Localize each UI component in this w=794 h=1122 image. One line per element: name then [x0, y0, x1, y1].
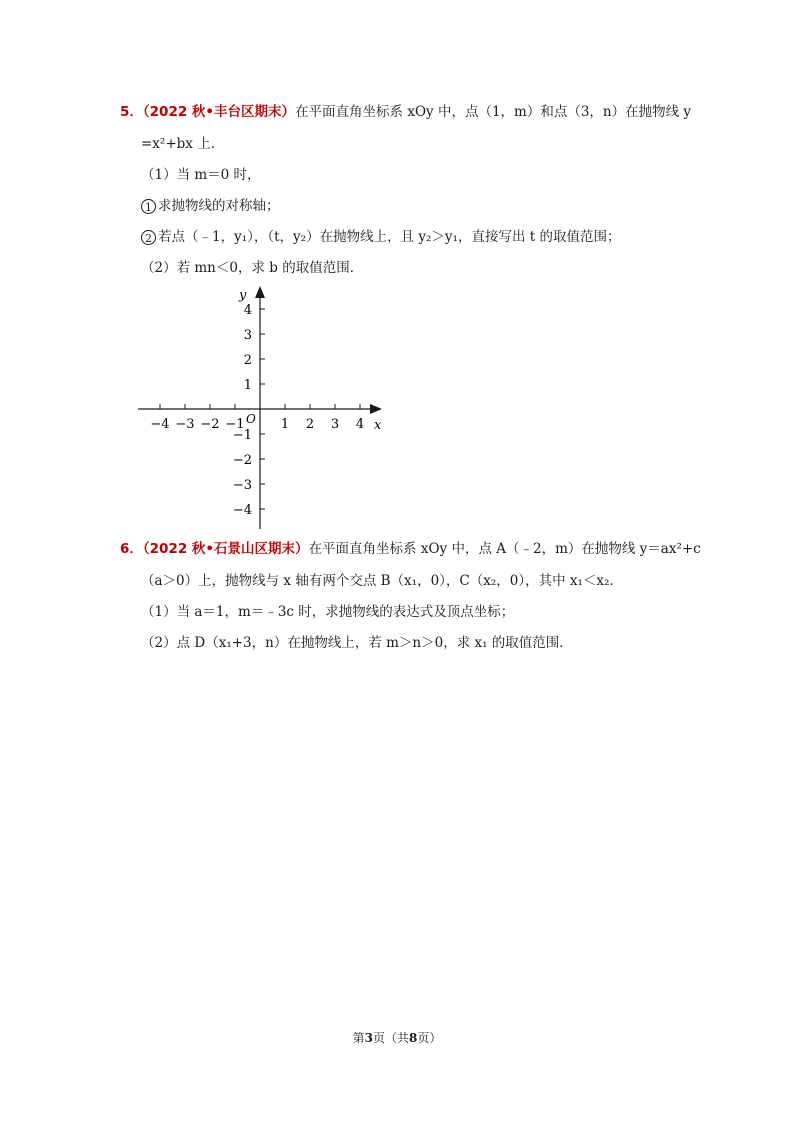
y-tick-label: 3 — [243, 328, 252, 343]
x-tick-label: 3 — [330, 417, 340, 432]
circled-number-1: 1 — [141, 199, 156, 214]
q5-part1: （1）当 m＝0 时， — [141, 167, 261, 183]
y-tick-label: −1 — [232, 428, 252, 443]
x-ticks — [150, 404, 364, 432]
q6-source: （2022 秋•石景山区期末） — [142, 541, 309, 557]
x-tick-label: −2 — [200, 417, 220, 432]
footer-page-number: 3 — [364, 1031, 373, 1045]
q5-sub1 — [141, 197, 280, 215]
q6-line2: （a＞0）上，抛物线与 x 轴有两个交点 B（x₁，0），C（x₂，0），其中 x₁＜x₂． — [141, 573, 623, 589]
footer-middle: 页（共 — [372, 1031, 409, 1045]
q6-number: 6． — [120, 541, 143, 557]
footer-prefix: 第 — [352, 1031, 365, 1045]
footer-total-pages: 8 — [409, 1031, 418, 1045]
q5-part2: （2）若 mn＜0，求 b 的取值范围． — [141, 260, 364, 276]
q5-sub1-text: 求抛物线的对称轴； — [158, 198, 280, 214]
q5-line2: =x²+bx 上． — [141, 136, 225, 152]
y-axis-label: y — [239, 288, 247, 303]
q6-part1: （1）当 a＝1，m＝﹣3c 时，求抛物线的表达式及顶点坐标； — [141, 604, 515, 620]
origin-label: O — [246, 412, 256, 426]
x-tick-label: −3 — [175, 417, 195, 432]
coordinate-axes — [134, 283, 394, 533]
y-axis-arrow — [255, 286, 265, 298]
y-tick-label: 1 — [243, 378, 252, 393]
y-tick-label: −3 — [232, 478, 252, 493]
page-footer — [0, 1029, 794, 1046]
x-tick-label: 1 — [280, 417, 290, 432]
x-axis-arrow — [370, 404, 382, 414]
q5-source: （2022 秋•丰台区期末） — [142, 104, 296, 120]
q6-part2: （2）点 D（x₁+3，n）在抛物线上，若 m＞n＞0，求 x₁ 的取值范围． — [141, 635, 573, 651]
footer-suffix: 页） — [417, 1031, 442, 1045]
x-axis-label: x — [374, 418, 382, 433]
y-tick-label: −2 — [232, 453, 252, 468]
circled-number-2: 2 — [141, 230, 156, 245]
x-tick-label: −4 — [150, 417, 170, 432]
q5-sub2-text: 若点（﹣1，y₁），（t，y₂）在抛物线上，且 y₂＞y₁，直接写出 t 的取值范围； — [158, 229, 621, 245]
x-tick-label: 4 — [355, 417, 365, 432]
y-tick-label: −4 — [232, 503, 252, 518]
q5-line1: 在平面直角坐标系 xOy 中，点（1，m）和点（3，n）在抛物线 y — [295, 104, 692, 120]
q5-heading — [120, 103, 691, 121]
y-tick-label: 2 — [243, 353, 252, 368]
q5-sub2 — [141, 228, 620, 246]
x-tick-label: 2 — [305, 417, 315, 432]
x-tick-label: −1 — [225, 417, 245, 432]
q6-heading — [120, 540, 701, 558]
q5-number: 5． — [120, 104, 143, 120]
y-tick-label: 4 — [243, 303, 252, 318]
q6-line1: 在平面直角坐标系 xOy 中，点 A（﹣2，m）在抛物线 y＝ax²+c — [308, 541, 701, 557]
